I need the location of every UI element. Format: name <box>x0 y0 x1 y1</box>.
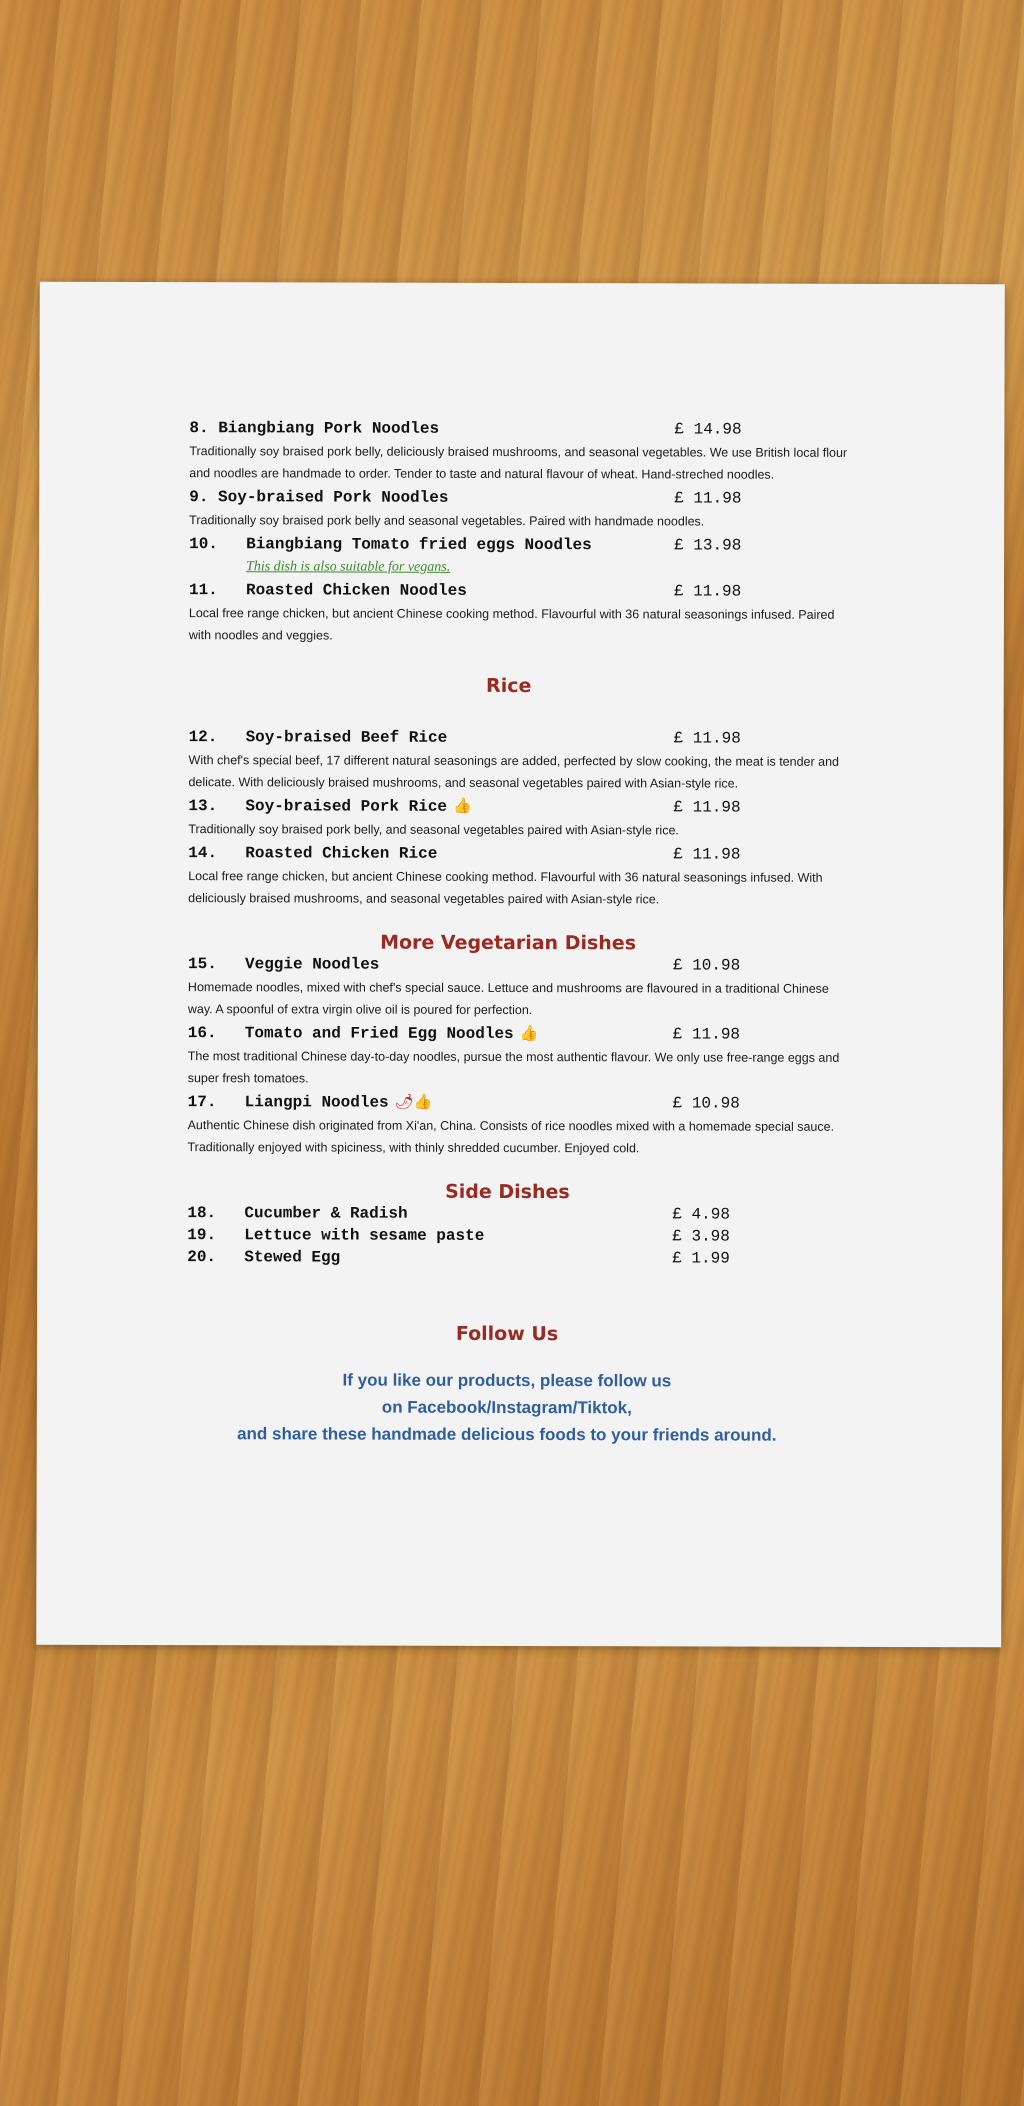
menu-item <box>188 1022 888 1091</box>
thumbs-up-icon: 👍 <box>519 1025 539 1044</box>
item-name: Tomato and Fried Egg Noodles <box>244 1024 514 1043</box>
item-price: £ 10.98 <box>672 956 741 975</box>
item-name: Liangpi Noodles <box>244 1093 389 1112</box>
item-name: Soy-braised Pork Rice <box>245 797 448 816</box>
item-number: 17. <box>187 1093 217 1112</box>
item-price: £ 14.98 <box>674 420 742 439</box>
item-number: 10. <box>189 535 218 554</box>
item-number: 8. <box>189 419 209 438</box>
item-price: £ 11.98 <box>673 582 742 601</box>
item-description: With chef's special beef, 17 different natural seasonings are added, perfected by slow cooking, the meat is tender and delicate. With deliciously braised mushrooms, and seasonal vegetables paired with Asian-style rice. <box>188 753 840 791</box>
item-name: Soy-braised Pork Noodles <box>218 488 449 507</box>
item-name: Cucumber & Radish <box>244 1204 408 1223</box>
item-description: The most traditional Chinese day-to-day noodles, pursue the most authentic flavour. We only use free-range eggs and super fresh tomatoes. <box>187 1049 840 1086</box>
menu-item <box>189 417 889 486</box>
item-number: 11. <box>188 581 218 600</box>
item-description: Homemade noodles, mixed with chef's special sauce. Lettuce and mushrooms are flavoured in a traditional Chinese way. A spoonful of extra virgin olive oil is poured for perfection. <box>187 980 829 1018</box>
item-name: Roasted Chicken Noodles <box>245 581 467 600</box>
section-title-follow-us: Follow Us <box>455 1322 559 1346</box>
menu-item <box>189 579 889 648</box>
item-price: £ 11.98 <box>673 845 741 864</box>
menu-content <box>187 417 890 1449</box>
menu-sheet <box>36 282 1005 1648</box>
item-number: 15. <box>187 955 217 974</box>
item-description: Traditionally soy braised pork belly, and seasonal vegetables paired with Asian-style rice. <box>188 822 679 838</box>
menu-item <box>187 1224 887 1248</box>
item-price: £ 11.98 <box>673 729 741 748</box>
section-title-vegetarian: More Vegetarian Dishes <box>380 931 637 955</box>
menu-item <box>188 726 888 795</box>
item-number: 20. <box>187 1248 217 1267</box>
thumbs-up-icon: 👍 <box>453 798 472 816</box>
item-number: 13. <box>188 797 218 816</box>
item-price: £ 13.98 <box>674 536 742 555</box>
item-description: Traditionally soy braised pork belly, deliciously braised mushrooms, and seasonal vegetables. We use British local flour and noodles are handmade to order. Tender to taste and natural flavour of wheat. Hand-streched noodles. <box>189 444 848 482</box>
follow-line: on Facebook/Instagram/Tiktok, <box>381 1397 632 1418</box>
menu-item <box>189 486 889 533</box>
item-name: Roasted Chicken Rice <box>245 844 438 863</box>
item-name: Veggie Noodles <box>244 955 380 974</box>
item-number: 18. <box>187 1204 217 1223</box>
item-name: Lettuce with sesame paste <box>244 1226 485 1245</box>
follow-line: and share these handmade delicious foods to your friends around. <box>237 1424 777 1445</box>
item-name: Biangbiang Pork Noodles <box>218 419 440 438</box>
menu-item <box>187 1202 887 1226</box>
item-name: Soy-braised Beef Rice <box>245 728 448 747</box>
menu-item <box>189 533 889 581</box>
item-number: 9. <box>189 488 209 507</box>
item-price: £ 4.98 <box>672 1205 730 1224</box>
section-title-side-dishes: Side Dishes <box>445 1180 570 1204</box>
item-price: £ 3.98 <box>672 1227 730 1246</box>
item-number: 14. <box>188 844 218 863</box>
menu-item <box>187 1246 887 1270</box>
section-title-rice: Rice <box>486 674 532 698</box>
item-description: Local free range chicken, but ancient Chinese cooking method. Flavourful with 36 natural seasonings infused. Paired with noodles and veggies. <box>188 606 835 643</box>
item-description: Local free range chicken, but ancient Chinese cooking method. Flavourful with 36 natural seasonings infused. With deliciously braised mushrooms, and seasonal vegetables paired with Asian-style rice. <box>188 869 823 907</box>
item-description: Traditionally soy braised pork belly and seasonal vegetables. Paired with handmade noodles. <box>189 513 705 529</box>
item-number: 19. <box>187 1226 217 1245</box>
item-description: Authentic Chinese dish originated from Xi'an, China. Consists of rice noodles mixed with a homemade special sauce. Traditionally enjoyed with spiciness, with thinly shredded cucumber. Enjoyed cold. <box>187 1118 835 1156</box>
item-price: £ 11.98 <box>673 798 741 817</box>
item-price: £ 11.98 <box>672 1025 741 1044</box>
item-price: £ 10.98 <box>672 1094 740 1113</box>
item-number: 12. <box>188 728 218 747</box>
vegan-note: This dish is also suitable for vegans. <box>246 559 451 575</box>
menu-item <box>188 953 888 1022</box>
menu-item <box>188 795 888 842</box>
item-name: Stewed Egg <box>244 1248 341 1267</box>
menu-item <box>188 842 888 911</box>
item-price: £ 1.99 <box>672 1249 730 1268</box>
item-price: £ 11.98 <box>674 489 742 508</box>
menu-item <box>187 1091 887 1160</box>
item-number: 16. <box>187 1024 217 1043</box>
item-name: Biangbiang Tomato fried eggs Noodles <box>246 535 592 555</box>
follow-line: If you like our products, please follow us <box>342 1370 672 1391</box>
chili-pepper-icon: 🌶👍 <box>394 1094 433 1112</box>
